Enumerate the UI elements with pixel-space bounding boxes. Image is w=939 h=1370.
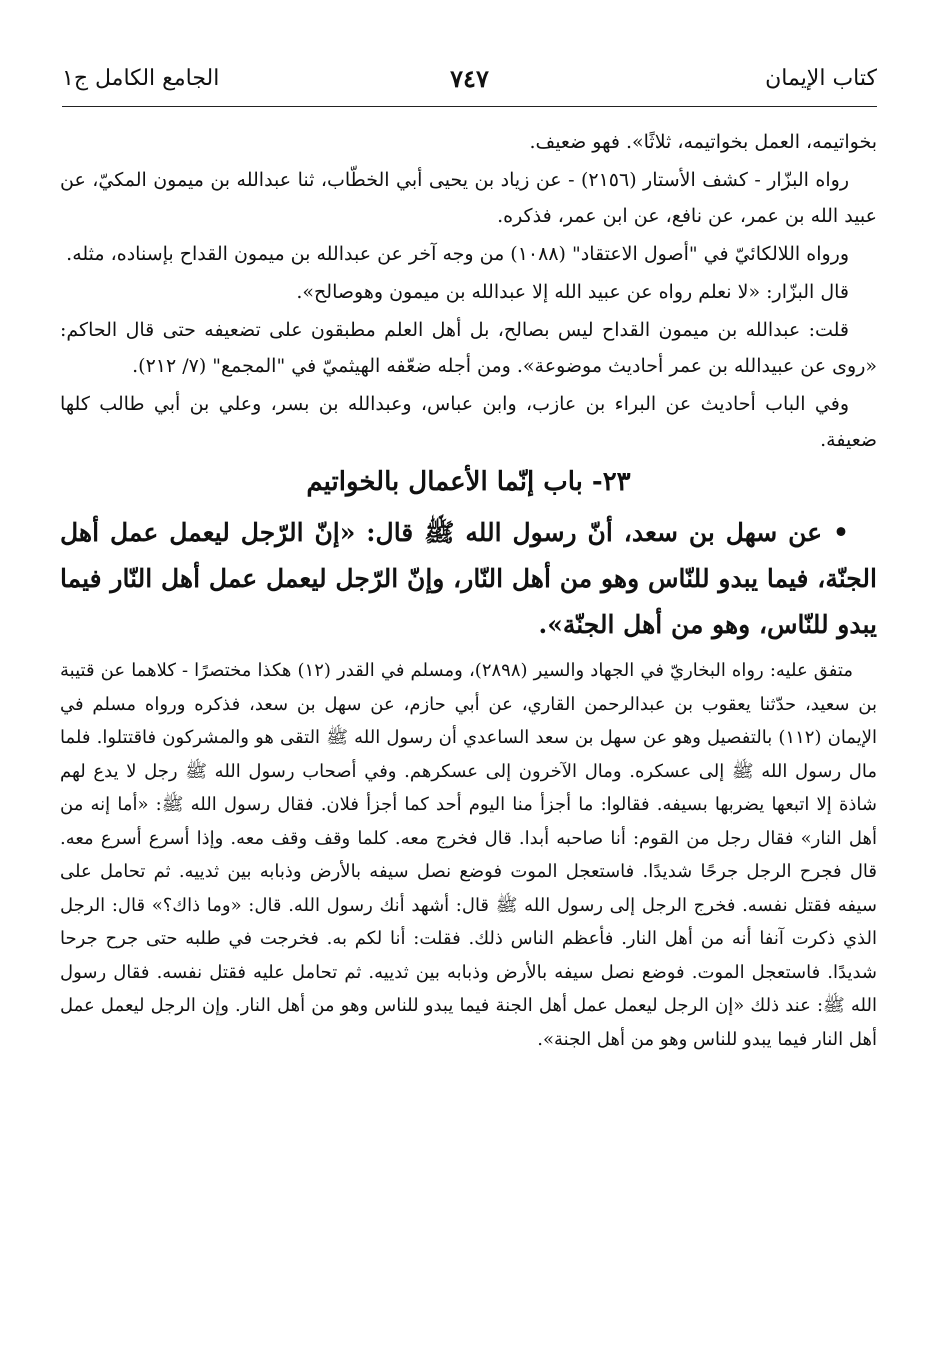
series-title: الجامع الكامل ج١ [62,66,220,91]
comment-paragraph: قلت: عبدالله بن ميمون القداح ليس بصالح، بل أهل العلم مطبقون على تضعيفه حتى قال الحاكم: «روى عن عبيدالله بن عمر أحاديث موضوعة». ومن أجله ضعّفه الهيثميّ في "المجمع" (٧/ ٢١٢). [60,319,877,377]
header-divider [62,106,877,107]
page-body [60,124,877,1056]
hadith-commentary: متفق عليه: رواه البخاريّ في الجهاد والسير (٢٨٩٨)، ومسلم في القدر (١٢) هكذا مختصرًا - كلاهما عن قتيبة بن سعيد، حدّثنا يعقوب بن عبدالرحمن القاري، عن أبي حازم، عن سهل بن سعد، فذكره ورواه مسلم في الإيمان (١١٢) بالتفصيل وهو عن سهل بن سعد الساعدي أن رسول الله ﷺ التقى هو والمشركون فاقتتلوا. فلما مال رسول الله ﷺ إلى عسكره. ومال الآخرون إلى عسكرهم. وفي أصحاب رسول الله ﷺ رجل لا يدع لهم شاذة إلا اتبعها يضربها بسيفه. فقالوا: ما أجزأ منا اليوم أحد كما أجزأ فلان. فقال رسول الله ﷺ: «أما إنه من أهل النار» فقال رجل من القوم: أنا صاحبه أبدا. قال فخرج معه. كلما وقف وقف معه. وإذا أسرع أسرع معه. قال فجرح الرجل جرحًا شديدًا. فاستعجل الموت فوضع نصل سيفه بالأرض وذبابه بين ثدييه. ثم تحامل على سيفه فقتل نفسه. فخرج الرجل إلى رسول الله ﷺ قال: أشهد أنك رسول الله. قال: «وما ذاك؟» قال: الرجل الذي ذكرت آنفا أنه من أهل النار. فأعظم الناس ذلك. فقلت: أنا لكم به. فخرجت في طلبه حتى جرح جرحا شديدًا. فاستعجل الموت. فوضع نصل سيفه بالأرض وذبابه بين ثدييه. ثم تحامل عليه فقتل نفسه. فقال رسول الله ﷺ: عند ذلك «إن الرجل ليعمل عمل أهل الجنة فيما يبدو للناس وهو من أهل النار. وإن الرجل ليعمل عمل أهل النار فيما يبدو للناس وهو من أهل الجنة». [60,660,877,1050]
section-title: ٢٣- باب إنّما الأعمال بالخواتيم [306,467,631,497]
hadith-text: • عن سهل بن سعد، أنّ رسول الله ﷺ قال: «إنّ الرّجل ليعمل عمل أهل الجنّة، فيما يبدو للنّاس وهو من أهل النّار، وإنّ الرّجل ليعمل عمل أهل النّار فيما يبدو للنّاس، وهو من أهل الجنّة». [60,518,877,639]
continuation-paragraph: بخواتيمه، العمل بخواتيمه، ثلاثًا». فهو ضعيف. [529,131,877,153]
narration-paragraph: ورواه اللالكائيّ في "أصول الاعتقاد" (١٠٨٨) من وجه آخر عن عبدالله بن ميمون القداح بإسناده، مثله. [66,243,849,265]
narration-paragraph: رواه البزّار - كشف الأستار (٢١٥٦) - عن زياد بن يحيى أبي الخطّاب، ثنا عبدالله بن ميمون المكيّ، عن عبيد الله بن عمر، عن نافع، عن ابن عمر، فذكره. [60,169,877,227]
quote-paragraph: قال البزّار: «لا نعلم رواه عن عبيد الله إلا عبدالله بن ميمون وهوصالح». [296,281,849,303]
book-title: كتاب الإيمان [765,66,877,91]
page-header [62,60,877,104]
page-number: ٧٤٧ [450,64,489,93]
related-narrations-paragraph: وفي الباب أحاديث عن البراء بن عازب، وابن عباس، وعبدالله بن بسر، وعلي بن أبي طالب كلها ضعيفة. [60,393,877,451]
